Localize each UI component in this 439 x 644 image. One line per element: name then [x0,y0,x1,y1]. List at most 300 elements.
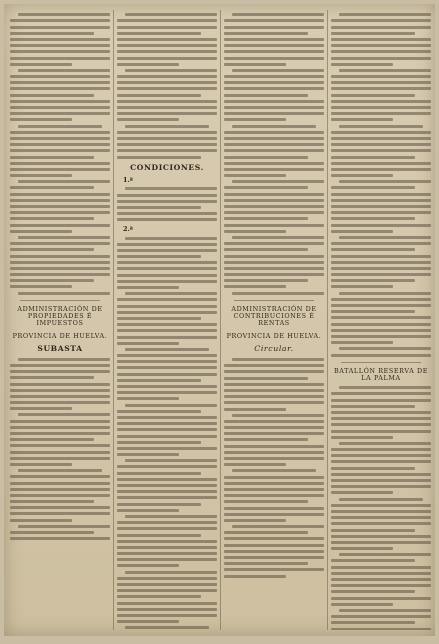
text-line-placeholder [10,488,110,491]
text-line-placeholder [117,336,217,339]
text-line-placeholder [117,503,201,506]
text-line-placeholder [331,242,431,245]
text-line-placeholder [339,292,431,295]
text-line-placeholder [232,180,324,183]
text-line-placeholder [117,212,217,215]
text-line-placeholder [10,512,110,515]
column-rule [113,10,114,630]
text-line-placeholder [117,255,201,258]
text-line-placeholder [117,57,217,60]
text-line-placeholder [339,498,423,501]
text-line-placeholder [224,137,324,140]
text-line-placeholder [117,286,179,289]
text-line-placeholder [331,399,431,402]
text-line-placeholder [224,488,324,491]
text-line-placeholder [10,211,110,214]
text-line-placeholder [331,137,431,140]
text-line-placeholder [117,206,201,209]
text-line-placeholder [331,261,431,264]
text-line-placeholder [224,395,324,398]
text-line-placeholder [224,26,324,29]
text-line-placeholder [331,529,415,532]
text-line-placeholder [10,75,110,78]
text-line-placeholder [18,125,102,128]
text-line-placeholder [10,186,94,189]
text-line-placeholder [117,317,201,320]
text-line-placeholder [339,609,431,612]
text-line-placeholder [10,112,110,115]
text-line-placeholder [224,94,308,97]
text-line-placeholder [331,597,431,600]
text-line-placeholder [18,358,110,361]
text-line-placeholder [10,137,110,140]
text-line-placeholder [18,69,110,72]
text-line-placeholder [224,50,324,53]
text-line-placeholder [331,57,431,60]
text-line-placeholder [224,279,308,282]
text-line-placeholder [10,217,94,220]
text-line-placeholder [224,131,324,134]
text-line-placeholder [331,174,393,177]
text-line-placeholder [117,546,217,549]
text-line-placeholder [10,57,110,60]
text-line-placeholder [10,193,110,196]
text-line-placeholder [10,156,94,159]
text-line-placeholder [331,584,431,587]
text-line-placeholder [117,577,217,580]
text-line-placeholder [224,451,324,454]
text-line-placeholder [339,236,431,239]
text-line-placeholder [10,32,94,35]
text-line-placeholder [117,323,217,326]
text-line-placeholder [224,575,286,578]
text-line-placeholder [224,457,324,460]
text-line-placeholder [117,311,217,314]
text-line-placeholder [117,558,217,561]
text-line-placeholder [224,75,324,78]
text-line-placeholder [224,162,324,165]
text-line-placeholder [10,131,110,134]
text-line-placeholder [117,478,217,481]
text-line-placeholder [125,459,217,462]
text-line-placeholder [224,230,286,233]
column-1-text-upper [10,13,110,294]
text-line-placeholder [224,463,286,466]
text-line-placeholder [117,410,201,413]
text-line-placeholder [224,500,308,503]
text-line-placeholder [117,589,217,592]
text-line-placeholder [331,267,431,270]
text-line-placeholder [331,279,415,282]
text-line-placeholder [331,87,431,90]
text-line-placeholder [117,249,217,252]
text-line-placeholder [10,143,110,146]
text-line-placeholder [331,473,431,476]
text-line-placeholder [117,75,217,78]
text-line-placeholder [331,168,431,171]
admin-contributions-heading: ADMINISTRACIÓN DE CONTRIBUCIONES É RENTAS [231,304,317,328]
text-line-placeholder [117,620,179,623]
text-line-placeholder [331,224,431,227]
text-line-placeholder [232,525,324,528]
text-line-placeholder [224,377,308,380]
text-line-placeholder [10,224,110,227]
text-line-placeholder [10,38,110,41]
text-line-placeholder [224,100,324,103]
text-line-placeholder [18,236,110,239]
conditions-title: CONDICIONES. [130,162,204,172]
section-divider [234,300,314,301]
text-line-placeholder [224,174,286,177]
text-line-placeholder [10,426,110,429]
text-line-placeholder [224,19,324,22]
text-line-placeholder [117,540,217,543]
text-line-placeholder [331,535,431,538]
text-line-placeholder [331,572,431,575]
text-line-placeholder [117,441,201,444]
text-line-placeholder [224,519,286,522]
text-line-placeholder [10,26,110,29]
text-line-placeholder [125,69,217,72]
text-line-placeholder [117,50,217,53]
text-line-placeholder [331,510,431,513]
text-line-placeholder [117,118,179,121]
text-line-placeholder [224,494,324,497]
text-line-placeholder [331,131,431,134]
text-line-placeholder [10,19,110,22]
text-line-placeholder [331,522,431,525]
text-line-placeholder [117,280,217,283]
text-line-placeholder [331,50,431,53]
text-line-placeholder [10,248,94,251]
text-line-placeholder [117,94,201,97]
text-line-placeholder [125,125,209,128]
text-line-placeholder [331,615,431,618]
text-line-placeholder [117,385,217,388]
text-line-placeholder [232,358,324,361]
text-line-placeholder [224,199,324,202]
text-line-placeholder [117,595,201,598]
text-line-placeholder [10,199,110,202]
text-line-placeholder [331,590,415,593]
text-line-placeholder [10,444,110,447]
text-line-placeholder [10,537,110,540]
text-line-placeholder [117,32,201,35]
text-line-placeholder [10,162,110,165]
text-line-placeholder [224,168,324,171]
text-line-placeholder [331,454,431,457]
text-line-placeholder [18,13,110,16]
text-line-placeholder [10,395,110,398]
text-line-placeholder [331,19,431,22]
text-line-placeholder [117,435,217,438]
text-line-placeholder [224,562,308,565]
text-line-placeholder [117,194,217,197]
text-line-placeholder [331,112,431,115]
text-line-placeholder [331,38,431,41]
column-4-text-lower [331,386,431,630]
column-1-text-lower [10,358,110,540]
text-line-placeholder [331,316,431,319]
text-line-placeholder [331,162,431,165]
text-line-placeholder [331,578,431,581]
text-line-placeholder [232,13,324,16]
column-rule [327,10,328,630]
text-line-placeholder [224,261,324,264]
text-line-placeholder [10,87,110,90]
text-line-placeholder [224,408,286,411]
text-line-placeholder [10,438,94,441]
text-line-placeholder [10,205,110,208]
text-line-placeholder [10,100,110,103]
text-line-placeholder [331,448,431,451]
text-line-placeholder [10,279,94,282]
text-line-placeholder [117,496,217,499]
text-line-placeholder [117,614,217,617]
text-line-placeholder [331,118,393,121]
text-line-placeholder [224,106,324,109]
text-line-placeholder [331,205,431,208]
text-line-placeholder [117,447,217,450]
text-line-placeholder [18,469,102,472]
text-line-placeholder [331,436,393,439]
text-line-placeholder [10,370,110,373]
column-2 [117,10,217,630]
text-line-placeholder [125,237,217,240]
text-line-placeholder [10,94,94,97]
text-line-placeholder [117,564,179,567]
text-line-placeholder [10,242,110,245]
text-line-placeholder [331,603,393,606]
text-line-placeholder [125,13,217,16]
text-line-placeholder [224,118,286,121]
text-line-placeholder [331,273,431,276]
text-line-placeholder [331,411,431,414]
text-line-placeholder [331,310,415,313]
text-line-placeholder [224,568,324,571]
text-line-placeholder [10,285,72,288]
text-line-placeholder [10,531,94,534]
text-line-placeholder [224,87,324,90]
text-line-placeholder [224,211,324,214]
text-line-placeholder [331,26,431,29]
text-line-placeholder [117,608,217,611]
text-line-placeholder [331,341,393,344]
newspaper-page [4,4,435,636]
text-line-placeholder [117,243,217,246]
text-line-placeholder [117,354,217,357]
text-line-placeholder [10,230,72,233]
column-3-text-upper [224,13,324,294]
battalion-heading: BATALLÓN RESERVA DE LA PALMA [334,366,428,382]
text-line-placeholder [331,248,415,251]
text-line-placeholder [10,506,110,509]
text-line-placeholder [117,583,217,586]
text-line-placeholder [10,63,72,66]
text-line-placeholder [224,364,324,367]
text-line-placeholder [10,500,94,503]
text-line-placeholder [117,267,217,270]
text-line-placeholder [117,521,217,524]
text-line-placeholder [10,420,110,423]
text-line-placeholder [331,211,431,214]
text-line-placeholder [232,236,324,239]
text-line-placeholder [117,87,217,90]
text-line-placeholder [224,242,324,245]
section-divider [20,300,100,301]
section-divider [341,362,421,363]
text-line-placeholder [10,118,72,121]
text-line-placeholder [117,366,217,369]
auction-title: SUBASTA [37,344,83,354]
text-line-placeholder [331,329,431,332]
text-line-placeholder [224,81,324,84]
text-line-placeholder [10,407,72,410]
text-line-placeholder [224,186,308,189]
text-line-placeholder [224,537,324,540]
text-line-placeholder [232,292,324,295]
text-line-placeholder [331,63,393,66]
text-line-placeholder [117,379,201,382]
text-line-placeholder [117,472,201,475]
column-2-text-lower [117,237,217,630]
text-line-placeholder [224,438,308,441]
text-line-placeholder [232,69,324,72]
text-line-placeholder [331,516,431,519]
text-line-placeholder [224,149,324,152]
text-line-placeholder [117,484,217,487]
column-3-text-lower [224,358,324,578]
text-line-placeholder [224,112,324,115]
text-line-placeholder [10,401,110,404]
text-line-placeholder [331,621,415,624]
text-line-placeholder [331,335,431,338]
text-line-placeholder [125,187,217,190]
text-line-placeholder [117,428,217,431]
text-line-placeholder [224,401,324,404]
text-line-placeholder [331,75,431,78]
text-line-placeholder [117,602,217,605]
text-line-placeholder [125,292,217,295]
text-line-placeholder [331,541,431,544]
text-line-placeholder [117,63,179,66]
text-line-placeholder [117,342,179,345]
text-line-placeholder [331,44,431,47]
text-line-placeholder [117,490,217,493]
text-line-placeholder [224,550,324,553]
text-line-placeholder [224,248,308,251]
text-line-placeholder [224,38,324,41]
text-line-placeholder [232,125,316,128]
text-line-placeholder [331,460,431,463]
text-line-placeholder [10,255,110,258]
text-line-placeholder [117,261,217,264]
text-line-placeholder [117,397,179,400]
text-line-placeholder [117,552,217,555]
text-line-placeholder [10,168,110,171]
text-line-placeholder [331,106,431,109]
text-line-placeholder [18,180,110,183]
text-line-placeholder [224,205,324,208]
text-line-placeholder [10,519,72,522]
text-line-placeholder [331,559,415,562]
text-line-placeholder [117,534,201,537]
text-line-placeholder [10,267,110,270]
text-line-placeholder [117,100,217,103]
text-line-placeholder [224,370,324,373]
column-2-text-upper [117,13,217,158]
text-line-placeholder [18,413,110,416]
text-line-placeholder [331,485,431,488]
text-line-placeholder [10,475,110,478]
text-line-placeholder [10,106,110,109]
text-line-placeholder [117,274,217,277]
text-line-placeholder [117,149,217,152]
text-line-placeholder [10,432,110,435]
text-line-placeholder [331,392,431,395]
admin-properties-province: PROVINCIA DE HUELVA. [12,331,108,340]
text-line-placeholder [117,329,217,332]
text-line-placeholder [10,482,110,485]
text-line-placeholder [339,180,431,183]
circular-title: Circular. [254,344,294,354]
text-line-placeholder [117,453,179,456]
text-line-placeholder [331,304,431,307]
text-line-placeholder [125,626,209,629]
text-line-placeholder [339,13,431,16]
text-line-placeholder [232,414,324,417]
text-line-placeholder [331,566,431,569]
text-line-placeholder [117,26,217,29]
text-line-placeholder [331,94,415,97]
text-line-placeholder [331,467,415,470]
column-3 [224,10,324,630]
text-line-placeholder [117,298,217,301]
text-line-placeholder [117,218,217,221]
text-line-placeholder [117,137,217,140]
text-line-placeholder [331,32,415,35]
text-line-placeholder [10,389,110,392]
text-line-placeholder [10,494,110,497]
text-line-placeholder [224,476,324,479]
column-rule [220,10,221,630]
text-line-placeholder [10,50,110,53]
text-line-placeholder [117,391,217,394]
text-line-placeholder [339,69,431,72]
text-line-placeholder [339,442,431,445]
text-line-placeholder [331,217,415,220]
text-line-placeholder [331,149,431,152]
text-line-placeholder [117,143,217,146]
text-line-placeholder [117,200,217,203]
text-line-placeholder [331,230,393,233]
text-line-placeholder [224,224,324,227]
text-line-placeholder [117,131,217,134]
text-line-placeholder [331,285,393,288]
text-line-placeholder [224,57,324,60]
text-line-placeholder [10,451,110,454]
text-line-placeholder [224,383,324,386]
text-line-placeholder [117,465,217,468]
text-line-placeholder [224,156,308,159]
text-line-placeholder [117,156,201,159]
text-line-placeholder [331,199,431,202]
text-line-placeholder [331,547,393,550]
text-line-placeholder [232,469,316,472]
text-line-placeholder [331,423,431,426]
text-line-placeholder [224,513,324,516]
text-line-placeholder [331,193,431,196]
